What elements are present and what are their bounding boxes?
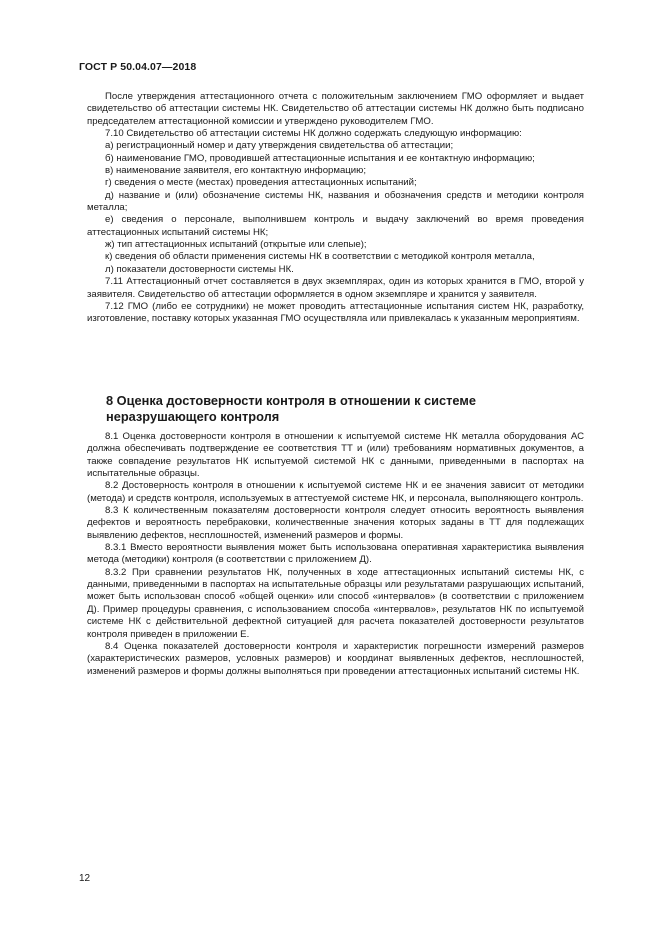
paragraph-8-3-2: 8.3.2 При сравнении результатов НК, полученных в ходе аттестационных испытаний системы НК, с данными, приведенными в паспортах на испытательные образцы или результатами разрушающих испытаний, может быть использован способ «общей оценки» или способ «интервалов» (в соответствии с приложением Д). Пример процедуры сравнения, с использованием способа «интервалов», результатов НК по испытуемой системе НК с действительной дефектной ситуацией для расчета показателей достоверности результатов контроля приведен в приложении Е. (87, 566, 584, 640)
list-item-b: б) наименование ГМО, проводившей аттестационные испытания и ее контактную информацию; (105, 152, 535, 164)
section-8-heading-line-1: 8 Оценка достоверности контроля в отношении к системе (106, 393, 476, 408)
paragraph-8-4: 8.4 Оценка показателей достоверности контроля и характеристик погрешности измерений размеров (характеристических размеров, условных размеров) и координат выявленных дефектов, несплошностей, изменений размеров и формы должны выполняться при проведении аттестационных испытаний системы НК. (87, 640, 584, 677)
section-8-heading-line-2: неразрушающего контроля (106, 408, 280, 424)
paragraph-8-3: 8.3 К количественным показателям достоверности контроля следует относить вероятность выявления дефектов и вероятность перебраковки, количественные значения которых заданы в ТТ для подлежащих выявлению дефектов, несплошностей, изменений размеров и формы. (87, 505, 584, 541)
paragraph-7-12: 7.12 ГМО (либо ее сотрудники) не может проводить аттестационные испытания систем НК, разработку, изготовление, поставку которых указанная ГМО осуществляла или привлекалась к указанным мероприятиям. (87, 300, 584, 325)
paragraph-7-10: 7.10 Свидетельство об аттестации системы НК должно содержать следующую информацию: (105, 128, 522, 140)
list-item-a: а) регистрационный номер и дату утверждения свидетельства об аттестации; (105, 140, 454, 152)
list-item-g: г) сведения о месте (местах) проведения аттестационных испытаний; (105, 177, 417, 189)
section-8-body (87, 431, 584, 678)
list-item-v: в) наименование заявителя, его контактную информацию; (105, 165, 367, 177)
list-item-d: д) название и (или) обозначение системы НК, названия и обозначения средств и методики контроля металла; (87, 189, 584, 214)
list-item-e: е) сведения о персонале, выполнившем контроль и выдачу заключений во время проведения аттестационных испытаний системы НК; (87, 214, 584, 238)
document-header: ГОСТ Р 50.04.07—2018 (79, 61, 197, 73)
list-item-zh: ж) тип аттестационных испытаний (открытые или слепые); (105, 239, 367, 251)
paragraph-7-11: 7.11 Аттестационный отчет составляется в двух экземплярах, один из которых хранится в ГМО, второй у заявителя. Свидетельство об аттестации оформляется в одном экземпляре и хранится у заявителя. (87, 276, 584, 300)
section-8-heading (106, 393, 576, 424)
list-item-l: л) показатели достоверности системы НК. (105, 263, 294, 275)
paragraph-8-3-1: 8.3.1 Вместо вероятности выявления может быть использована оперативная характеристика выявления метода (методики) контроля (в соответствии с приложением Д). (87, 542, 584, 566)
section-7-body (87, 91, 584, 326)
list-item-k: к) сведения об области применения системы НК в соответствии с методикой контроля металла, (105, 251, 535, 263)
page-number: 12 (79, 873, 91, 884)
paragraph-8-2: 8.2 Достоверность контроля в отношении к испытуемой системе НК и ее значения зависит от методики (метода) и средств контроля, используемых в аттестуемой системе НК, и персонала, выполняющего контроль. (87, 480, 584, 504)
paragraph-8-1: 8.1 Оценка достоверности контроля в отношении к испытуемой системе НК металла оборудования АС должна обеспечивать подтверждение ее соответствия ТТ и (или) требованиям нормативных документов, а также совпадение результатов НК испытуемой системой НК с данными, приведенными в паспортах на испытательные образцы. (87, 431, 584, 480)
paragraph-approval: После утверждения аттестационного отчета с положительным заключением ГМО оформляет и выдает свидетельство об аттестации системы НК. Свидетельство об аттестации системы НК должно быть подписано председателем аттестационной комиссии и утверждено руководителем ГМО. (87, 91, 584, 127)
